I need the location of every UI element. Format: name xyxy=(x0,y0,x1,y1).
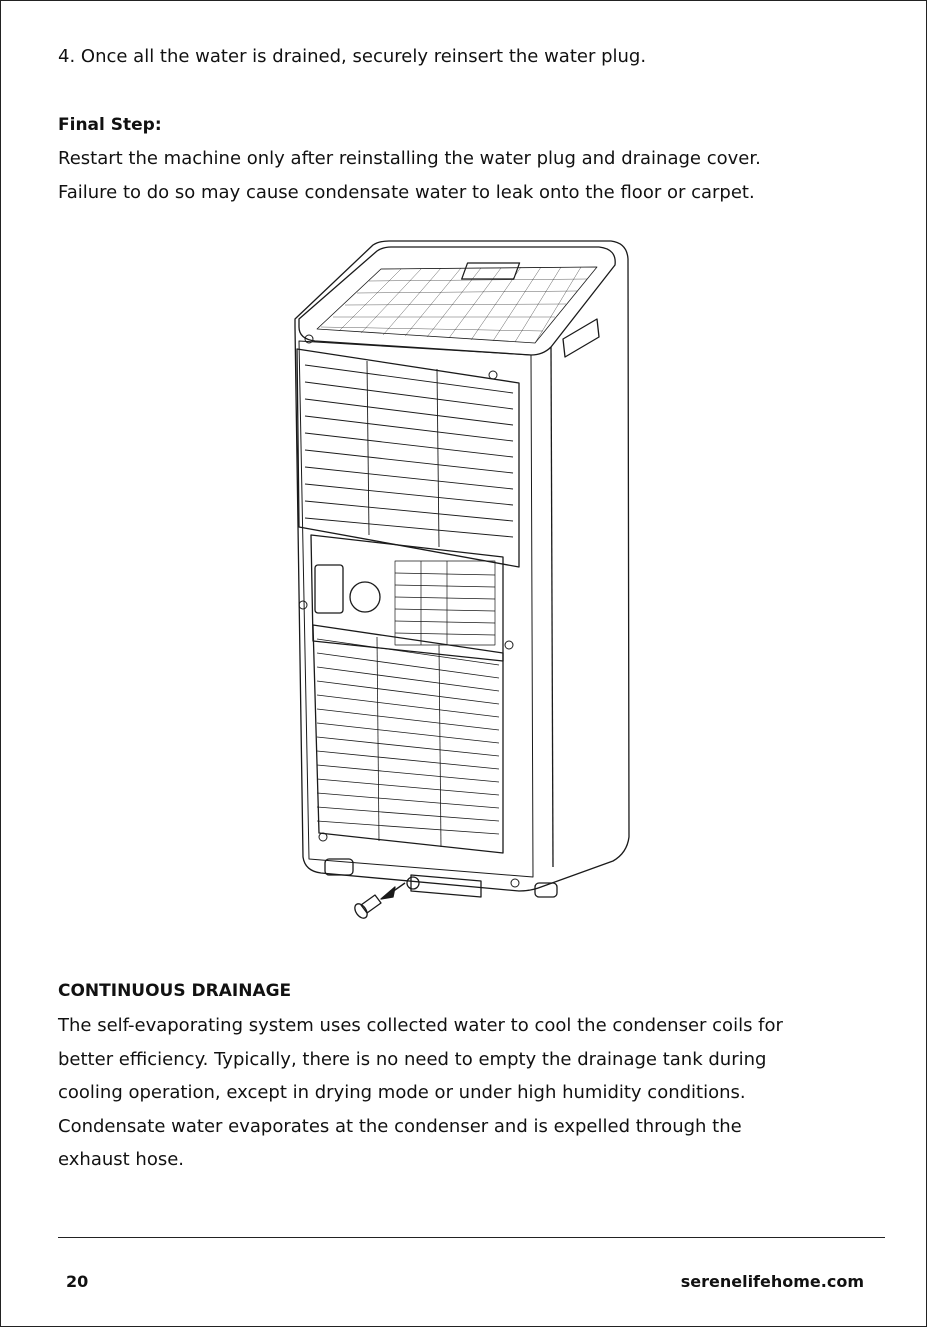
paragraph-line: better efficiency. Typically, there is no need to empty the drainage tank during xyxy=(58,1048,767,1070)
continuous-drainage-heading: CONTINUOUS DRAINAGE xyxy=(58,981,292,1001)
lower-louvers xyxy=(317,637,499,847)
continuous-drainage-paragraph xyxy=(58,1009,888,1177)
air-conditioner-illustration xyxy=(281,237,641,927)
arrowhead xyxy=(381,887,395,899)
paragraph-line: The self-evaporating system uses collected water to cool the condenser coils for xyxy=(58,1015,783,1036)
paragraph-line: Condensate water evaporates at the condenser and is expelled through the xyxy=(58,1115,742,1137)
top-control-panel xyxy=(462,263,520,279)
water-plug-icon xyxy=(352,895,381,920)
footer-website[interactable]: serenelifehome.com xyxy=(680,1272,864,1291)
side-edge xyxy=(551,347,553,867)
footer-divider xyxy=(58,1237,885,1238)
front-face xyxy=(299,341,533,877)
mid-knob xyxy=(350,582,380,612)
upper-louvers xyxy=(305,361,513,547)
paragraph-line: exhaust hose. xyxy=(58,1149,185,1170)
final-step-line: Failure to do so may cause condensate water to leak onto the floor or carpet. xyxy=(58,182,755,203)
mid-vent xyxy=(395,561,495,645)
mid-control-box xyxy=(315,565,343,613)
final-step-line: Restart the machine only after reinstalling the water plug and drainage cover. xyxy=(58,148,761,169)
page-number: 20 xyxy=(66,1272,89,1291)
instruction-step-4: 4. Once all the water is drained, securely reinsert the water plug. xyxy=(58,46,647,67)
paragraph-line: cooling operation, except in drying mode or under high humidity conditions. xyxy=(58,1082,746,1103)
final-step-heading: Final Step: xyxy=(58,115,162,135)
drain-outlet xyxy=(407,877,419,889)
